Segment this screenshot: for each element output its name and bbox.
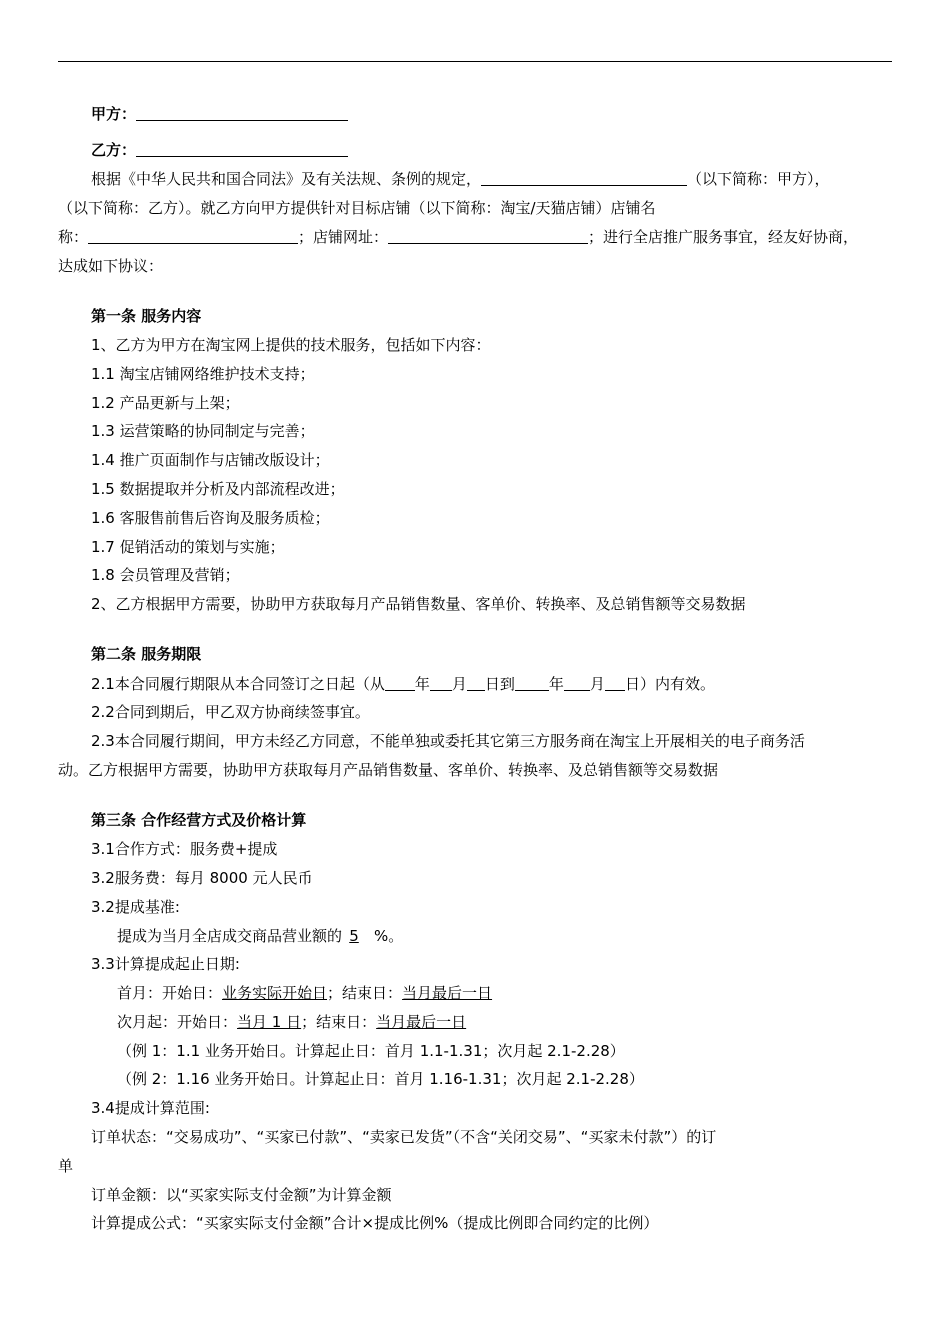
- example-2: （例 2：1.16 业务开始日。计算起止日：首月 1.16-1.31；次月起 2.1-2.28）: [117, 1070, 644, 1088]
- renewal-clause: 2.2合同到期后，甲乙双方协商续签事宜。: [91, 703, 370, 721]
- party-a-line: [91, 104, 348, 124]
- service-fee: 3.2服务费：每月 8000 元人民币: [91, 869, 313, 887]
- clause-text: 年: [414, 675, 430, 693]
- next-month-start: 当月 1 日: [237, 1013, 302, 1031]
- list-item: 1.4 推广页面制作与店铺改版设计；: [91, 451, 330, 469]
- clause-text: 日）内有效。: [624, 675, 715, 693]
- exclusivity-clause-line-1: 2.3本合同履行期间，甲方未经乙方同意，不能单独或委托其它第三方服务商在淘宝上开展相关的电子商务活: [91, 732, 805, 750]
- clause-text: 提成为当月全店成交商品营业额的: [117, 927, 343, 945]
- intro-text: 根据《中华人民共和国合同法》及有关法规、条例的规定，: [91, 170, 482, 188]
- clause-text: %。: [374, 927, 404, 945]
- clause-text: 次月起：开始日：: [117, 1013, 238, 1031]
- party-a-label: 甲方：: [91, 105, 137, 123]
- intro-line-3: [58, 227, 858, 247]
- list-item: 1.6 客服售前售后咨询及服务质检；: [91, 509, 330, 527]
- list-item: 1.7 促销活动的策划与实施；: [91, 538, 285, 556]
- start-year-blank[interactable]: [385, 675, 415, 691]
- store-url-blank[interactable]: [388, 228, 588, 244]
- party-a-blank[interactable]: [136, 105, 348, 121]
- intro-text: ；店铺网址：: [298, 228, 389, 246]
- commission-basis: 3.2提成基准:: [91, 898, 180, 916]
- order-status-line-2: 单: [58, 1157, 74, 1175]
- order-status-line-1: 订单状态：“交易成功”、“买家已付款”、“卖家已发货”（不含“关闭交易”、“买家未付款”）的订: [91, 1128, 717, 1146]
- party-b-label: 乙方：: [91, 141, 137, 159]
- first-month-end: 当月最后一日: [402, 984, 493, 1002]
- clause-text: 月: [451, 675, 467, 693]
- end-day-blank[interactable]: [605, 675, 625, 691]
- commission-rate[interactable]: 5: [349, 927, 359, 945]
- article-2-title: 第二条 服务期限: [91, 645, 202, 663]
- intro-line-1: [91, 169, 830, 189]
- clause-text: 月: [589, 675, 605, 693]
- example-1: （例 1：1.1 业务开始日。计算起止日：首月 1.1-1.31；次月起 2.1-2.28）: [117, 1042, 625, 1060]
- clause-text: ；结束日：: [301, 1013, 377, 1031]
- clause-text: 日到: [484, 675, 515, 693]
- order-amount: 订单金额：以“买家实际支付金额”为计算金额: [91, 1186, 392, 1204]
- list-item: 1.2 产品更新与上架；: [91, 394, 240, 412]
- commission-formula: 计算提成公式：“买家实际支付金额”合计×提成比例%（提成比例即合同约定的比例）: [91, 1214, 659, 1232]
- article-1-intro: 1、乙方为甲方在淘宝网上提供的技术服务，包括如下内容：: [91, 336, 491, 354]
- intro-text: 称：: [58, 228, 89, 246]
- clause-text: 年: [548, 675, 564, 693]
- clause-text: 首月：开始日：: [117, 984, 223, 1002]
- header-rule: [58, 61, 892, 62]
- date-range-heading: 3.3计算提成起止日期:: [91, 955, 240, 973]
- exclusivity-clause-line-2: 动。乙方根据甲方需要，协助甲方获取每月产品销售数量、客单价、转换率、及总销售额等交易数据: [58, 761, 719, 779]
- list-item: 1.1 淘宝店铺网络维护技术支持；: [91, 365, 315, 383]
- list-item: 1.3 运营策略的协同制定与完善；: [91, 422, 315, 440]
- commission-scope-heading: 3.4提成计算范围:: [91, 1099, 210, 1117]
- article-1-title: 第一条 服务内容: [91, 307, 202, 325]
- party-a-name-blank[interactable]: [481, 170, 687, 186]
- list-item: 1.5 数据提取并分析及内部流程改进；: [91, 480, 345, 498]
- start-month-blank[interactable]: [430, 675, 452, 691]
- intro-line-2: （以下简称：乙方）。就乙方向甲方提供针对目标店铺（以下简称：淘宝/天猫店铺）店铺名: [58, 199, 656, 217]
- end-month-blank[interactable]: [564, 675, 590, 691]
- intro-line-4: 达成如下协议：: [58, 257, 164, 275]
- next-month-line: [117, 1012, 466, 1032]
- store-name-blank[interactable]: [88, 228, 298, 244]
- party-b-line: [91, 140, 348, 160]
- end-year-blank[interactable]: [515, 675, 549, 691]
- first-month-line: [117, 983, 492, 1003]
- next-month-end: 当月最后一日: [376, 1013, 467, 1031]
- clause-text: ；结束日：: [327, 984, 403, 1002]
- article-3-title: 第三条 合作经营方式及价格计算: [91, 811, 307, 829]
- party-b-blank[interactable]: [136, 141, 348, 157]
- commission-rate-line: [117, 926, 403, 946]
- term-clause: [91, 674, 715, 694]
- first-month-start: 业务实际开始日: [222, 984, 328, 1002]
- intro-text: ；进行全店推广服务事宜，经友好协商，: [588, 228, 859, 246]
- clause-text: 2.1本合同履行期限从本合同签订之日起（从: [91, 675, 385, 693]
- start-day-blank[interactable]: [467, 675, 485, 691]
- intro-text: （以下简称：甲方），: [687, 170, 830, 188]
- cooperation-mode: 3.1合作方式：服务费+提成: [91, 840, 278, 858]
- list-item: 1.8 会员管理及营销；: [91, 566, 240, 584]
- article-1-item-2: 2、乙方根据甲方需要，协助甲方获取每月产品销售数量、客单价、转换率、及总销售额等交易数据: [91, 595, 746, 613]
